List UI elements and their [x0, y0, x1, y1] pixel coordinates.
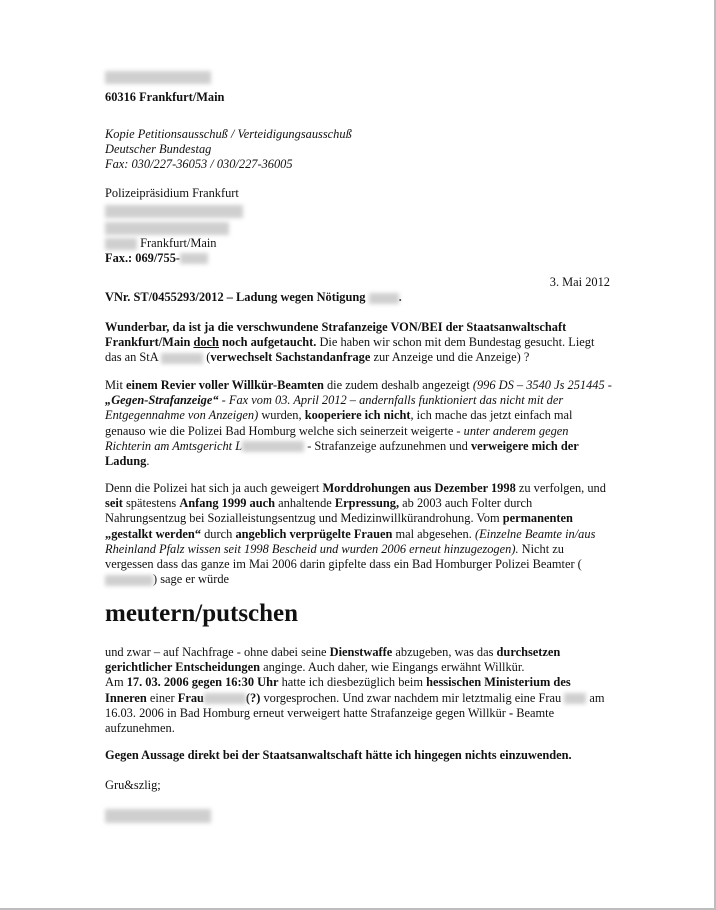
p2-italic-1: (996 DS – 3540 Js 251445 -	[472, 378, 612, 392]
p3-bold-4: Erpressung,	[334, 496, 400, 511]
paragraph-4	[105, 645, 613, 736]
p1-bold-3: verwechselt Sachstandanfrage	[210, 350, 371, 365]
p4-text-2: abzugeben, was das	[392, 645, 497, 659]
p3-text-3: spätestens	[122, 496, 180, 511]
p2-text-5: - Strafanzeige aufzunehmen und	[304, 438, 471, 453]
p4-bold-5: Frau	[177, 690, 204, 705]
p3-text-4: anhaltende	[275, 496, 335, 511]
p3-text-5: ab 2003 auch Folter durch Nahrungsentzug bei Sozialleistungsentzug und Medizinwillkürandrohung. Vom	[105, 496, 533, 526]
p4-text-8: am 16.03. 2006 in Bad Homburg erneut verweigert hatte Strafanzeige gegen Willkür	[105, 690, 605, 720]
p2-bold-3: verweigere mich der Ladung	[105, 438, 579, 469]
greeting-text: Gru&szlig;	[105, 778, 161, 792]
p3-text-7: mal abgesehen.	[392, 526, 475, 541]
p3-text-8: Nicht zu vergessen dass das ganze im Mai 2006 darin gipfelte dass ein Bad Homburger Polizei Beamter (	[105, 541, 582, 572]
redacted-subject-name	[369, 293, 399, 304]
sender-block	[105, 69, 613, 105]
p3-text-9: ) sage er würde	[153, 572, 230, 587]
p1-bold-1: Wunderbar, da ist ja die verschwundene Strafanzeige VON/BEI der Staatsanwaltschaft Frankfurt/Main	[105, 320, 567, 350]
p3-text-1: Denn die Polizei hat sich ja auch geweigert	[105, 481, 323, 495]
p4-text-3: anginge. Auch daher, wie Eingangs erwähnt Willkür.	[260, 660, 525, 675]
p3-bold-2: seit	[105, 496, 123, 511]
redacted-judge-name	[242, 441, 304, 452]
p2-bold-1: einem Revier voller Willkür-Beamten	[126, 378, 324, 392]
paragraph-5	[105, 748, 613, 763]
p5-bold: Gegen Aussage direkt bei der Staatsanwaltschaft hätte ich hingegen nichts einzuwenden.	[105, 748, 572, 762]
p2-text-3: wurden,	[258, 408, 305, 423]
p4-bold-7: -	[509, 705, 514, 720]
paragraph-3	[105, 481, 613, 587]
redacted-postcode	[105, 238, 137, 250]
redacted-fax-digits	[180, 253, 208, 264]
p4-bold-3: 17. 03. 2006 gegen 16:30 Uhr	[126, 675, 279, 690]
subject-text: VNr. ST/0455293/2012 – Ladung wegen Nötigung	[105, 290, 366, 304]
headline-text: meutern/putschen	[105, 600, 299, 627]
p2-italic-2: - Fax vom 03. April 2012 – andernfalls funktioniert das nicht mit der Entgegennahme von Anzeigen)	[105, 393, 564, 423]
redacted-woman-name-2	[564, 693, 586, 704]
p4-text-5: hatte ich diesbezüglich beim	[278, 675, 427, 690]
p4-bold-2: durchsetzen gerichtlicher Entscheidungen	[105, 645, 561, 675]
p4-bold-1: Dienstwaffe	[329, 645, 393, 659]
p2-text-1: Mit	[105, 378, 126, 392]
redacted-signature	[105, 809, 211, 823]
copy-line-3: Fax: 030/227-36053 / 030/227-36005	[105, 157, 293, 172]
p2-text-6: .	[146, 454, 150, 469]
p4-bold-6: (?)	[245, 690, 261, 705]
p1-bold-2: noch aufgetaucht.	[218, 335, 317, 350]
p4-text-1: und zwar – auf Nachfrage - ohne dabei seine	[105, 645, 330, 659]
recipient-city: Frankfurt/Main	[140, 235, 217, 250]
redacted-woman-name-1	[204, 693, 246, 704]
p1-text-1: Die haben wir schon mit dem Bundestag gesucht. Liegt das an StA	[105, 335, 595, 365]
recipient-block	[105, 186, 613, 266]
redacted-officer-name	[105, 575, 153, 586]
signature	[105, 808, 613, 823]
paragraph-1	[105, 320, 613, 366]
p2-italic-3: unter anderem gegen Richterin am Amtsgericht L	[105, 423, 569, 453]
p2-text-4: , ich mache das jetzt einfach mal genauso wie die Polizei Bad Homburg welche sich seinerzeit weigerte -	[105, 408, 573, 438]
p1-underline: doch	[193, 335, 219, 350]
subject-line	[105, 290, 613, 305]
p3-text-6: durch	[201, 526, 236, 541]
redacted-prosecutor-name	[161, 353, 203, 364]
recipient-fax: Fax.: 069/755-	[105, 250, 181, 265]
p4-bold-4: hessischen Ministerium des Inneren	[105, 675, 571, 705]
redacted-sender-name	[105, 71, 211, 84]
sender-city: 60316 Frankfurt/Main	[105, 90, 225, 105]
subject-end: .	[398, 290, 402, 304]
paragraph-2	[105, 378, 613, 469]
p4-text-6: einer	[146, 690, 178, 705]
p3-bold-5: permanenten „gestalkt werden“	[105, 511, 573, 541]
p3-bold-6: angeblich verprügelte Frauen	[235, 526, 393, 541]
redacted-recipient-line-2	[105, 222, 229, 235]
p4-text-9: Beamte aufzunehmen.	[105, 705, 555, 736]
date-text: 3. Mai 2012	[549, 275, 610, 289]
p4-text-4: Am	[105, 675, 127, 690]
p3-text-2: zu verfolgen, und	[515, 481, 606, 495]
p2-bold-2: kooperiere ich nicht	[304, 408, 411, 423]
p3-italic-1: (Einzelne Beamte in/aus Rheinland Pfalz wissen seit 1998 Bescheid und wurden 2006 erneut hinzugezogen).	[105, 526, 596, 556]
p2-text-2: die zudem deshalb angezeigt	[323, 378, 473, 392]
copy-recipients	[105, 127, 613, 173]
p3-bold-3: Anfang 1999 auch	[179, 496, 276, 511]
p1-text-2: (	[203, 350, 211, 365]
headline	[105, 599, 613, 629]
recipient-name: Polizeipräsidium Frankfurt	[105, 186, 239, 200]
p1-text-3: zur Anzeige und die Anzeige) ?	[370, 350, 530, 365]
p4-text-7: vorgesprochen. Und zwar nachdem mir letztmalig eine Frau	[260, 690, 565, 705]
p2-bold-italic-1: „Gegen-Strafanzeige“	[105, 393, 219, 408]
letter-date	[105, 275, 610, 290]
copy-line-2: Deutscher Bundestag	[105, 142, 212, 157]
greeting	[105, 778, 613, 793]
redacted-recipient-line-1	[105, 205, 243, 218]
p3-bold-1: Morddrohungen aus Dezember 1998	[322, 481, 516, 495]
copy-line-1: Kopie Petitionsausschuß / Verteidigungsausschuß	[105, 127, 352, 141]
